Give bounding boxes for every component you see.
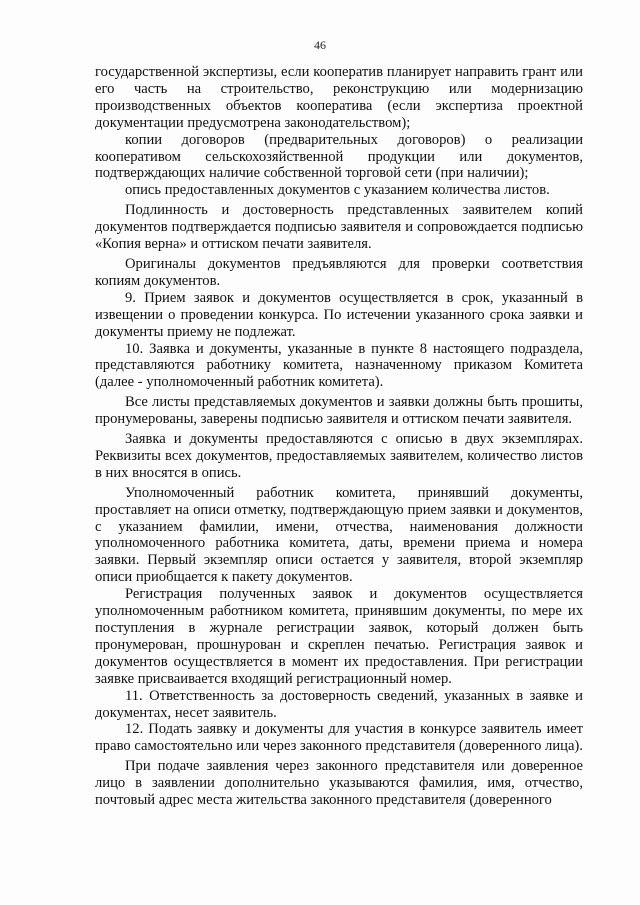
paragraph-11: Регистрация полученных заявок и документов осуществляется уполномоченным работником комитета, принявшим документы, по мере их поступления в журнале регистрации заявок, который должен быть пронумерован, прошнурован и скреплен печатью. Регистрация заявок и документов осуществляется в момент их предоставления. При регистрации заявке присваивается входящий регистрационный номер.: [95, 586, 583, 687]
paragraph-4: Подлинность и достоверность представленных заявителем копий документов подтверждается подписью заявителя и сопровождается подписью «Копия верна» и оттиском печати заявителя.: [95, 202, 583, 253]
paragraph-14: При подаче заявления через законного представителя или доверенное лицо в заявлении дополнительно указываются фамилия, имя, отчество, почтовый адрес места жительства законного представителя (доверенного: [95, 758, 583, 809]
paragraph-6: 9. Прием заявок и документов осуществляется в срок, указанный в извещении о проведении конкурса. По истечении указанного срока заявки и документы приему не подлежат.: [95, 289, 583, 340]
paragraph-10: Уполномоченный работник комитета, принявший документы, проставляет на описи отметку, подтверждающую прием заявки и документов, с указанием фамилии, имени, отчества, наименования должности уполномоченного работника комитета, даты, времени приема и номера заявки. Первый экземпляр описи остается у заявителя, второй экземпляр описи приобщается к пакету документов.: [95, 484, 583, 586]
paragraph-12: 11. Ответственность за достоверность сведений, указанных в заявке и документах, несет заявитель.: [95, 687, 583, 721]
paragraph-5: Оригиналы документов предъявляются для проверки соответствия копиям документов.: [95, 255, 583, 289]
paragraph-9: Заявка и документы предоставляются с описью в двух экземплярах. Реквизиты всех документов, предоставляемых заявителем, количество листов в них вносятся в опись.: [95, 431, 583, 481]
paragraph-8: Все листы представляемых документов и заявки должны быть прошиты, пронумерованы, заверены подписью заявителя и оттиском печати заявителя.: [95, 394, 583, 428]
paragraph-3: опись предоставленных документов с указанием количества листов.: [125, 182, 550, 199]
paragraph-2: копии договоров (предварительных договоров) о реализации кооперативом сельскохозяйственной продукции или документов, подтверждающих наличие собственной торговой сети (при наличии);: [95, 131, 583, 182]
document-body: [95, 64, 583, 809]
paragraph-1: государственной экспертизы, если кооператив планирует направить грант или его часть на строительство, реконструкцию или модернизацию производственных объектов кооператива (если экспертиза проектной документации предусмотрена законодательством);: [95, 64, 583, 131]
paragraph-7: 10. Заявка и документы, указанные в пункте 8 настоящего подраздела, представляются работнику комитета, назначенному приказом Комитета (далее - уполномоченный работник комитета).: [95, 340, 583, 391]
page-number: 46: [314, 38, 326, 52]
paragraph-13: 12. Подать заявку и документы для участия в конкурсе заявитель имеет право самостоятельно или через законного представителя (доверенного лица).: [95, 721, 583, 755]
